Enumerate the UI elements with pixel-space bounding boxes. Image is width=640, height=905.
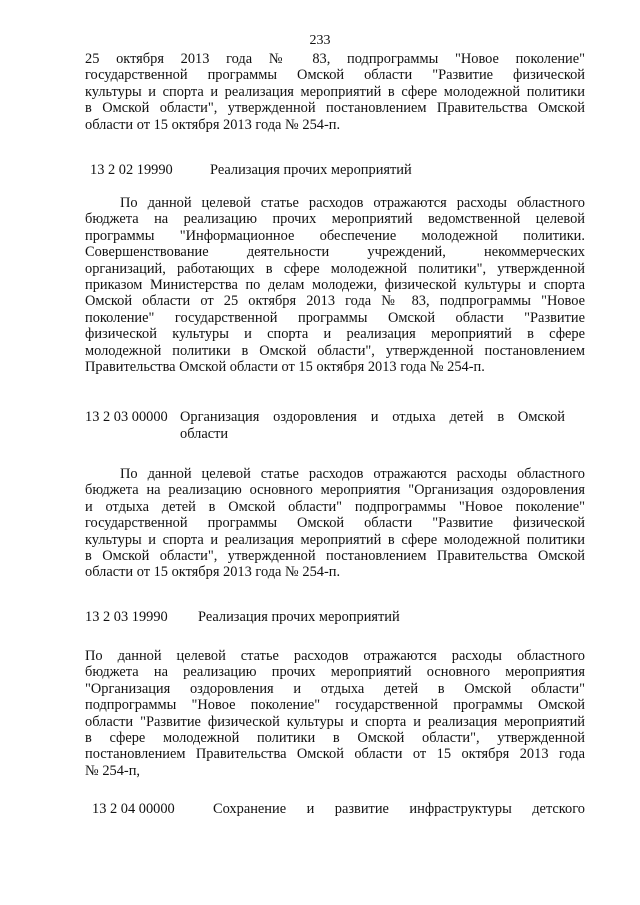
text-line: культуры и спорта и реализация мероприятий в сфере молодежной политики [85, 83, 585, 100]
text-line: постановлением Правительства Омской области от 15 октября 2013 года [85, 746, 585, 763]
text-line: программы "Информационное обеспечение молодежной политики. [85, 227, 585, 244]
paragraph [85, 466, 585, 581]
text-line: бюджета на реализацию прочих мероприятий ведомственной целевой [85, 211, 585, 228]
text-line: организаций, работающих в сфере молодежной политики", утвержденной [85, 260, 585, 277]
section-title: Сохранение и развитие инфраструктуры детского [213, 801, 585, 817]
text-line: бюджета на реализацию основного мероприятия "Организация оздоровления [85, 482, 585, 499]
text-line: 25 октября 2013 года № 83, подпрограммы "Новое поколение" [85, 51, 585, 67]
classification-code: 13 2 03 00000 [85, 409, 168, 425]
text-line: По данной целевой статье расходов отражаются расходы областного [120, 466, 585, 482]
classification-code: 13 2 03 19990 [85, 609, 168, 625]
paragraph [85, 195, 585, 375]
text-line: молодежной политики в Омской области", утвержденной постановлением [85, 342, 585, 359]
text-line: государственной программы Омской области "Развитие физической [85, 515, 585, 532]
text-line: приказом Министерства по делам молодежи, физической культуры и спорта [85, 276, 585, 293]
text-line: подпрограммы "Новое поколение" государственной программы Омской [85, 697, 585, 714]
text-line: Совершенствование деятельности учреждений, некоммерческих [85, 244, 585, 261]
paragraph-continuation [85, 51, 585, 133]
section-title: Реализация прочих мероприятий [198, 609, 400, 625]
text-line: По данной целевой статье расходов отражаются расходы областного [120, 195, 585, 211]
text-line: физической культуры и спорта и реализация мероприятий в сфере [85, 326, 585, 343]
classification-code: 13 2 04 00000 [92, 801, 175, 817]
section-title: Организация оздоровления и отдыха детей в Омской [180, 409, 565, 425]
text-line: бюджета на реализацию прочих мероприятий основного мероприятия [85, 664, 585, 681]
text-line: Омской области от 25 октября 2013 года № 83, подпрограммы "Новое [85, 293, 585, 310]
text-line: области от 15 октября 2013 года № 254-п. [85, 564, 341, 581]
text-line: Правительства Омской области от 15 октября 2013 года № 254-п. [85, 358, 485, 375]
text-line: государственной программы Омской области "Развитие физической [85, 67, 585, 84]
text-line: области от 15 октября 2013 года № 254-п. [85, 116, 341, 133]
text-line: № 254-п, [85, 762, 141, 779]
text-line: в сфере молодежной политики в Омской области", утвержденной [85, 729, 585, 746]
text-line: По данной целевой статье расходов отражаются расходы областного [85, 648, 585, 664]
paragraph [85, 648, 585, 779]
text-line: в Омской области", утвержденной постановлением Правительства Омской [85, 547, 585, 564]
section-title: Реализация прочих мероприятий [210, 162, 412, 178]
section-title-continuation: области [180, 426, 229, 442]
text-line: и отдыха детей в Омской области" подпрограммы "Новое поколение" [85, 498, 585, 515]
text-line: области "Развитие физической культуры и спорта и реализация мероприятий [85, 713, 585, 730]
classification-code: 13 2 02 19990 [90, 162, 173, 178]
text-line: "Организация оздоровления и отдыха детей в Омской области" [85, 680, 585, 697]
page-number: 233 [309, 33, 331, 48]
text-line: культуры и спорта и реализация мероприятий в сфере молодежной политики [85, 531, 585, 548]
text-line: в Омской области", утвержденной постановлением Правительства Омской [85, 100, 585, 117]
section-heading [0, 409, 640, 443]
text-line: поколение" государственной программы Омской области "Развитие [85, 309, 585, 326]
